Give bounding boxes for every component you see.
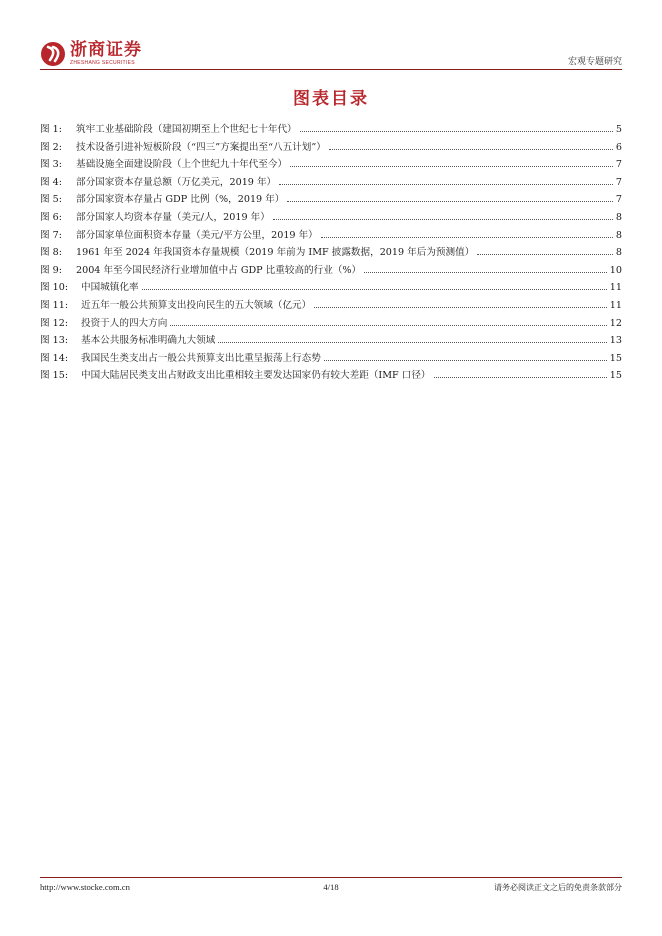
toc-entry-page: 11 [609, 299, 622, 311]
brand-name-cn: 浙商证券 [70, 40, 142, 60]
toc-entry[interactable] [40, 139, 622, 157]
toc-entry-title: 中国大陆居民类支出占财政支出比重相较主要发达国家仍有较大差距（IMF 口径） [81, 370, 431, 382]
toc-entry-title: 部分国家资本存量占 GDP 比例（%，2019 年） [76, 194, 285, 206]
toc-entry-title: 筑牢工业基础阶段（建国初期至上个世纪七十年代） [76, 124, 297, 135]
toc-entry-page: 12 [609, 317, 622, 329]
toc-dot-leader [321, 237, 613, 238]
toc-entry[interactable] [40, 156, 622, 174]
toc-entry[interactable] [40, 350, 622, 368]
toc-dot-leader [218, 342, 606, 343]
toc-dot-leader [290, 166, 613, 167]
toc-entry-page: 15 [609, 352, 622, 364]
toc-dot-leader [364, 272, 607, 273]
toc-entry-page: 11 [609, 282, 622, 294]
toc-entry-title: 部分国家单位面积资本存量（美元/平方公里，2019 年） [76, 229, 318, 241]
toc-entry-page: 8 [615, 211, 622, 223]
toc-dot-leader [142, 289, 607, 290]
brand-logo-icon [40, 41, 66, 67]
footer-disclaimer: 请务必阅读正文之后的免责条款部分 [494, 883, 622, 892]
toc-dot-leader [279, 184, 613, 185]
page-title: 图表目录 [293, 89, 369, 109]
toc-entry[interactable] [40, 174, 622, 192]
toc-entry-label: 图 15: [40, 370, 69, 382]
toc-entry-title: 基本公共服务标准明确九大领域 [81, 335, 216, 347]
toc-entry[interactable] [40, 332, 622, 350]
toc-entry-label: 图 14: [40, 352, 69, 364]
toc-entry-page: 8 [615, 247, 622, 259]
toc-entry[interactable] [40, 209, 622, 227]
toc-dot-leader [434, 377, 607, 378]
figure-list [40, 121, 622, 385]
toc-entry-label: 图 3: [40, 159, 62, 171]
toc-entry-label: 图 1: [40, 124, 62, 135]
toc-entry-label: 图 10: [40, 282, 69, 294]
brand-name-en: ZHESHANG SECURITIES [70, 60, 135, 66]
toc-entry-title: 近五年一般公共预算支出投向民生的五大领域（亿元） [81, 299, 312, 311]
toc-entry-label: 图 13: [40, 335, 69, 347]
toc-entry-title: 部分国家人均资本存量（美元/人，2019 年） [76, 211, 270, 223]
toc-entry-title: 基础设施全面建设阶段（上个世纪九十年代至今） [76, 159, 288, 171]
toc-entry-page: 7 [615, 194, 622, 206]
toc-entry-label: 图 4: [40, 176, 62, 188]
toc-entry[interactable] [40, 297, 622, 315]
toc-entry-label: 图 6: [40, 211, 62, 223]
toc-entry-page: 10 [609, 264, 622, 276]
toc-entry-title: 中国城镇化率 [81, 282, 139, 294]
toc-entry-title: 技术设备引进补短板阶段（“四三”方案提出至“八五计划”） [76, 141, 326, 153]
toc-entry[interactable] [40, 191, 622, 209]
toc-entry[interactable] [40, 279, 622, 297]
toc-entry-label: 图 2: [40, 141, 62, 153]
toc-entry-title: 我国民生类支出占一般公共预算支出比重呈振荡上行态势 [81, 352, 321, 364]
toc-entry-label: 图 8: [40, 247, 62, 259]
toc-entry[interactable] [40, 121, 622, 139]
toc-dot-leader [324, 360, 607, 361]
toc-entry[interactable] [40, 227, 622, 245]
toc-entry-label: 图 12: [40, 317, 69, 329]
page-number: 4/18 [323, 882, 339, 892]
toc-entry-label: 图 5: [40, 194, 62, 206]
toc-entry-title: 部分国家资本存量总额（万亿美元，2019 年） [76, 176, 277, 188]
toc-entry-page: 5 [615, 124, 622, 135]
toc-entry-page: 15 [609, 370, 622, 382]
toc-entry-title: 投资于人的四大方向 [81, 317, 168, 329]
toc-dot-leader [477, 254, 613, 255]
report-type: 宏观专题研究 [567, 57, 622, 67]
toc-entry-page: 13 [609, 335, 622, 347]
toc-entry-page: 6 [615, 141, 622, 153]
toc-entry-label: 图 9: [40, 264, 62, 276]
footer-url[interactable]: http://www.stocke.com.cn [40, 882, 130, 892]
toc-entry-page: 8 [615, 229, 622, 241]
header-divider [40, 69, 622, 70]
toc-dot-leader [170, 325, 606, 326]
toc-entry-title: 1961 年至 2024 年我国资本存量规模（2019 年前为 IMF 披露数据，2019 年后为预测值） [76, 247, 475, 259]
page-header [40, 38, 622, 70]
toc-entry-label: 图 7: [40, 229, 62, 241]
toc-dot-leader [314, 307, 607, 308]
toc-entry-title: 2004 年至今国民经济行业增加值中占 GDP 比重较高的行业（%） [76, 264, 362, 276]
toc-entry[interactable] [40, 315, 622, 333]
toc-entry-page: 7 [615, 176, 622, 188]
toc-entry-label: 图 11: [40, 299, 69, 311]
brand-logo [40, 38, 142, 70]
toc-entry[interactable] [40, 367, 622, 385]
toc-entry[interactable] [40, 262, 622, 280]
toc-dot-leader [300, 131, 613, 132]
footer-divider [40, 877, 622, 878]
toc-dot-leader [273, 219, 613, 220]
toc-dot-leader [287, 201, 612, 202]
toc-entry-page: 7 [615, 159, 622, 171]
toc-dot-leader [329, 149, 613, 150]
toc-entry[interactable] [40, 244, 622, 262]
